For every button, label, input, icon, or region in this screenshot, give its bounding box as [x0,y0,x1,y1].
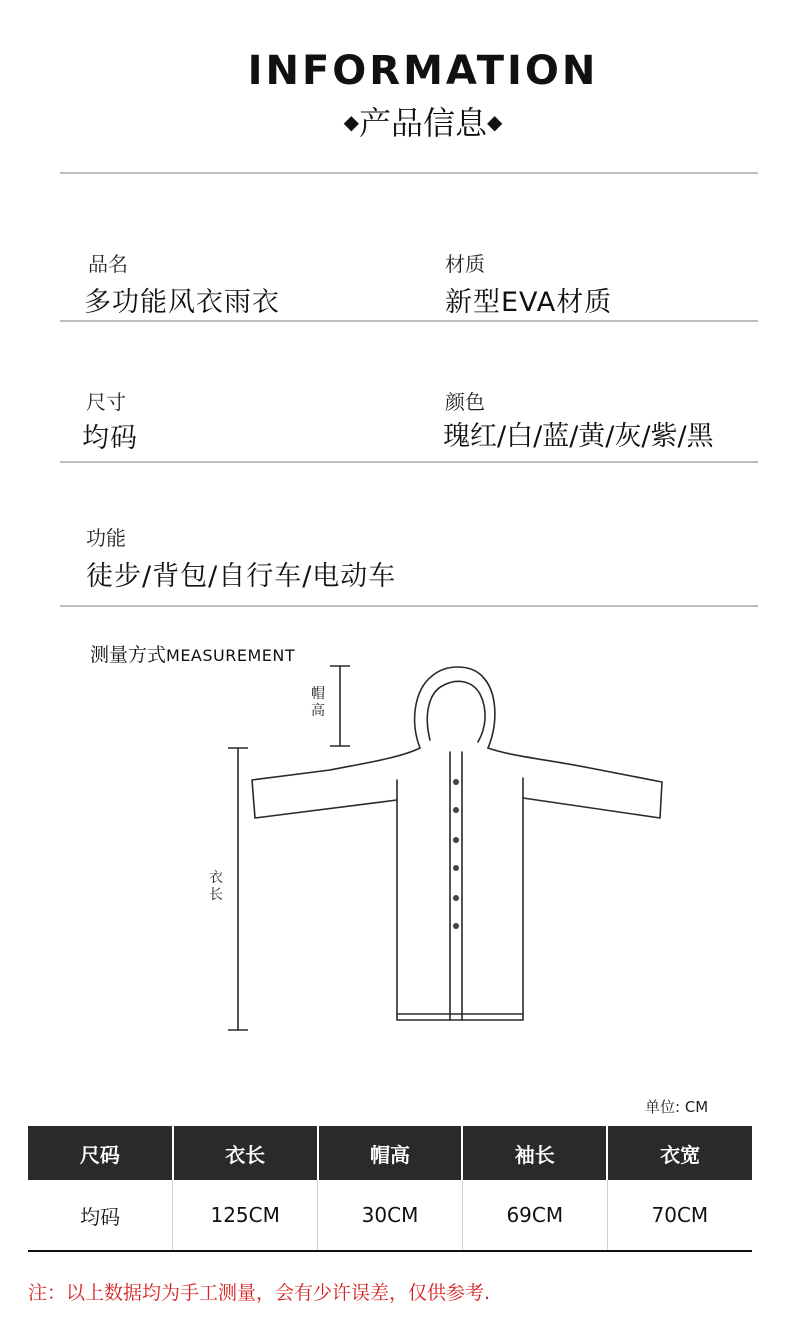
table-cell: 30CM [318,1180,463,1251]
product-name-value: 多功能风衣雨衣 [84,287,280,318]
material-value: 新型EVA材质 [445,287,613,318]
hood-inner-icon [427,681,485,742]
size-label: 尺寸 [86,390,126,414]
table-header-row [28,1126,752,1180]
function-value: 徒步/背包/自行车/电动车 [86,561,397,592]
table-cell: 均码 [28,1180,173,1251]
coat-button-icon [453,837,459,843]
function-label: 功能 [86,526,126,550]
unit-label: 单位: CM [645,1098,709,1116]
table-cell: 70CM [607,1180,752,1251]
measurement-title-cn: 测量方式 [90,644,167,666]
length-label: 衣长 [209,870,223,903]
material-label: 材质 [445,252,485,276]
size-table [28,1126,752,1252]
page-title: INFORMATION [247,48,599,94]
coat-button-icon [453,807,459,813]
table-row [28,1180,752,1251]
table-cell: 69CM [462,1180,607,1251]
column-header: 袖长 [462,1126,607,1180]
column-header: 尺码 [28,1126,173,1180]
coat-button-icon [453,923,459,929]
color-label: 颜色 [445,390,485,414]
color-value: 瑰红/白/蓝/黄/灰/紫/黑 [443,421,714,452]
hood-outline-icon [415,667,495,748]
coat-button-icon [453,865,459,871]
subtitle-text: 产品信息 [358,104,487,142]
column-header: 帽高 [318,1126,463,1180]
column-header: 衣长 [173,1126,318,1180]
size-value: 均码 [82,423,138,454]
disclaimer-note: 注：以上数据均为手工测量，会有少许误差，仅供参考. [28,1282,491,1304]
diamond-right-icon: ◆ [487,110,503,134]
table-cell: 125CM [173,1180,318,1251]
hood-height-label: 帽高 [311,686,325,719]
coat-button-icon [453,779,459,785]
product-name-label: 品名 [88,252,128,276]
column-header: 衣宽 [607,1126,752,1180]
coat-outline-icon [252,748,662,1020]
diamond-left-icon: ◆ [343,110,359,134]
measurement-title-en: MEASUREMENT [166,646,296,665]
coat-button-icon [453,895,459,901]
